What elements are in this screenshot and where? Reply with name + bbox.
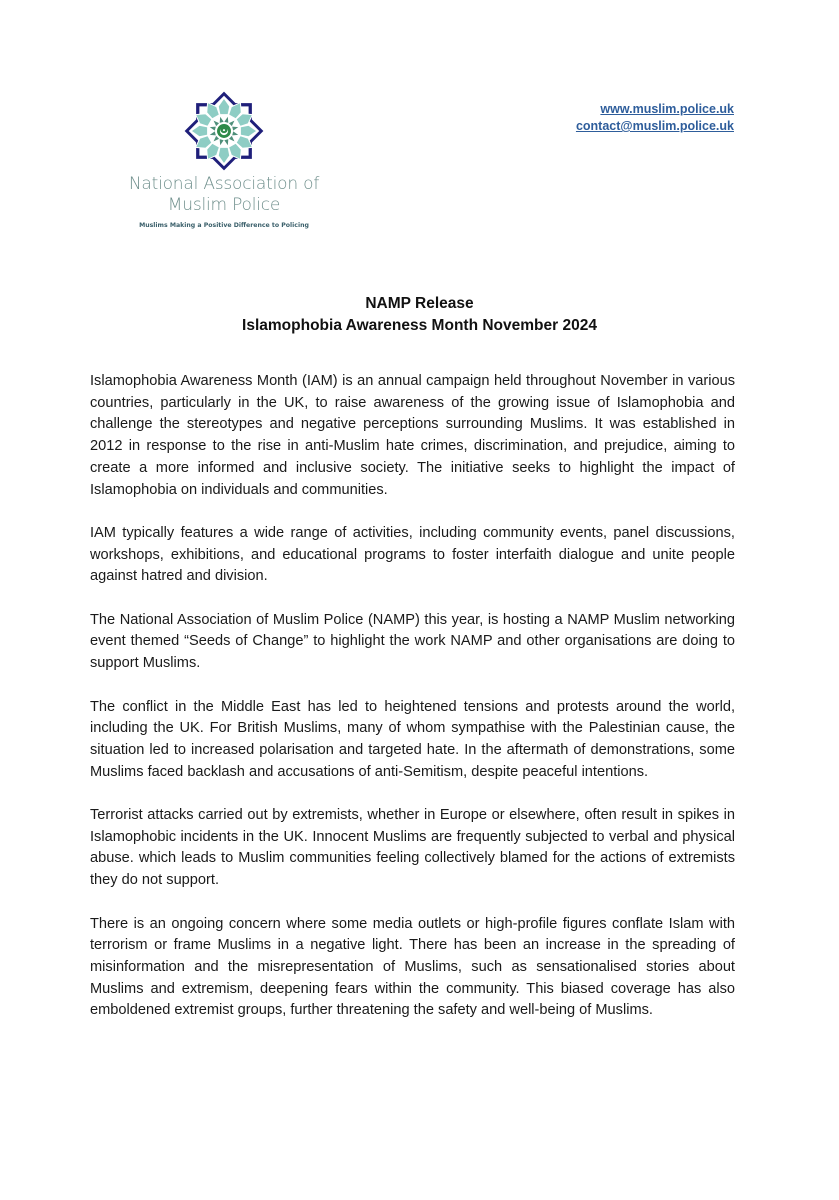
document-body [90,371,735,1044]
paragraph: Islamophobia Awareness Month (IAM) is an annual campaign held throughout November in various countries, particularly in the UK, to raise awareness of the growing issue of Islamophobia and challenge the stereotypes and negative perceptions surrounding Muslims. It was established in 2012 in response to the rise in anti-Muslim hate crimes, discrimination, and prejudice, aiming to create a more informed and inclusive society. The initiative seeks to highlight the impact of Islamophobia on individuals and communities. [90,373,735,498]
paragraph: The conflict in the Middle East has led to heightened tensions and protests around the world, including the UK. For British Muslims, many of whom sympathise with the Palestinian cause, the situation led to increased polarisation and targeted hate. In the aftermath of demonstrations, some Muslims faced backlash and accusations of anti-Semitism, despite peaceful intentions. [90,698,735,780]
document-title [0,293,839,337]
paragraph: The National Association of Muslim Police (NAMP) this year, is hosting a NAMP Muslim networking event themed “Seeds of Change” to highlight the work NAMP and other organisations are doing to support Muslims. [90,611,735,672]
website-link[interactable]: www.muslim.police.uk [600,102,734,116]
title-line-2: Islamophobia Awareness Month November 2024 [242,317,597,334]
paragraph: Terrorist attacks carried out by extremists, whether in Europe or elsewhere, often result in spikes in Islamophobic incidents in the UK. Innocent Muslims are frequently subjected to verbal and physical abuse. which leads to Muslim communities feeling collectively blamed for the actions of extremists they do not support. [90,807,735,889]
contact-links [576,101,734,135]
paragraph: IAM typically features a wide range of activities, including community events, panel discussions, workshops, exhibitions, and educational programs to foster interfaith dialogue and unite people against hatred and division. [90,524,735,585]
email-link[interactable]: contact@muslim.police.uk [575,119,734,133]
org-name-line2: Muslim Police [167,195,281,215]
title-line-1: NAMP Release [365,295,474,312]
org-name [116,174,332,216]
namp-logo [116,90,332,229]
org-tagline: Muslims Making a Positive Difference to Policing [139,222,309,229]
islamic-star-geometric-logo-icon [183,90,265,172]
org-name-line1: National Association of [128,174,320,194]
paragraph: There is an ongoing concern where some media outlets or high-profile figures conflate Islam with terrorism or frame Muslims in a negative light. There has been an increase in the spreading of misinformation and the misrepresentation of Muslims, such as sensationalised stories about Muslims and extremism, deepening fears within the community. This biased coverage has also emboldened extremist groups, further threatening the safety and well-being of Muslims. [90,915,735,1019]
